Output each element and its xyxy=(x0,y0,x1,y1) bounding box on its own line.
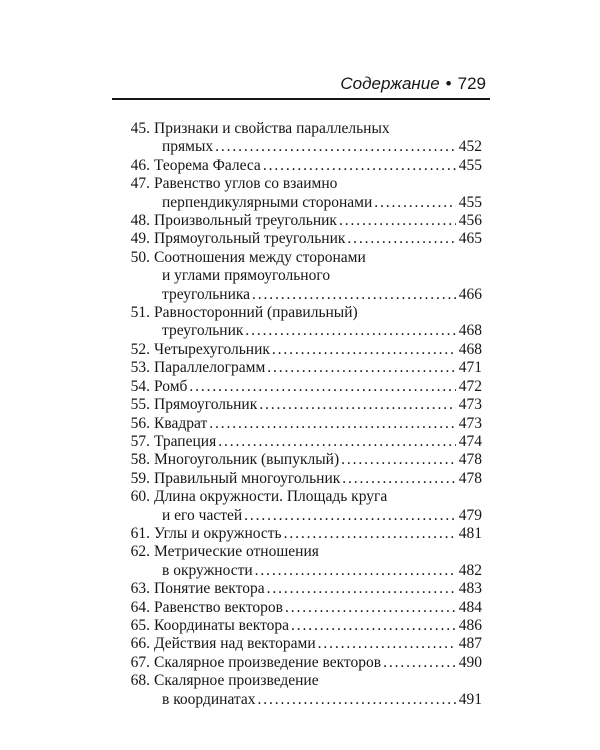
dot-leader xyxy=(318,635,456,653)
header-rule xyxy=(112,98,490,100)
toc-entry[interactable] xyxy=(120,470,482,488)
entry-number: 52. xyxy=(130,340,150,358)
entry-title: и его частей xyxy=(162,506,243,524)
toc-entry[interactable] xyxy=(120,230,482,248)
entry-number: 50. xyxy=(130,248,150,266)
dot-leader xyxy=(259,396,456,414)
toc-entry[interactable] xyxy=(120,433,482,451)
entry-title: Скалярное произведение векторов xyxy=(154,653,382,671)
entry-page-number: 466 xyxy=(458,285,482,303)
entry-title: Метрические отношения xyxy=(154,543,319,561)
toc-entry[interactable] xyxy=(120,525,482,543)
entry-number: 62. xyxy=(130,543,150,561)
entry-body xyxy=(154,175,482,212)
dot-leader xyxy=(342,470,455,488)
entry-number: 49. xyxy=(130,230,150,248)
entry-title: Многоугольник (выпуклый) xyxy=(154,451,340,469)
entry-page-number: 468 xyxy=(458,322,482,340)
entry-page-number: 473 xyxy=(458,414,482,432)
page-header xyxy=(112,66,490,100)
entry-title-line xyxy=(154,672,482,690)
entry-title: треугольника xyxy=(162,285,251,303)
dot-leader xyxy=(347,230,455,248)
entry-title: Теорема Фалеса xyxy=(154,156,261,174)
entry-title: Четырехугольник xyxy=(154,340,270,358)
entry-page-number: 490 xyxy=(458,653,482,671)
entry-title: Углы и окружность xyxy=(154,524,282,542)
entry-title-line xyxy=(154,249,482,267)
entry-leader-line xyxy=(154,230,482,248)
entry-title: Равносторонний (правильный) xyxy=(154,304,358,322)
dot-leader xyxy=(291,617,456,635)
entry-title: Прямоугольник xyxy=(154,396,258,414)
entry-number: 53. xyxy=(130,359,150,377)
entry-number: 68. xyxy=(130,672,150,690)
entry-page-number: 479 xyxy=(458,506,482,524)
entry-number: 59. xyxy=(130,469,150,487)
entry-body xyxy=(154,654,482,672)
entry-number: 46. xyxy=(130,156,150,174)
entry-title: Квадрат xyxy=(154,414,208,432)
toc-entry[interactable] xyxy=(120,378,482,396)
entry-title: Прямоугольный треугольник xyxy=(154,230,346,248)
entry-leader-line xyxy=(154,580,482,598)
entry-body xyxy=(154,230,482,248)
entry-leader-line xyxy=(154,617,482,635)
entry-leader-line xyxy=(154,396,482,414)
toc-entry[interactable] xyxy=(120,415,482,433)
entry-title: Трапеция xyxy=(154,432,217,450)
bullet-separator: • xyxy=(445,74,452,93)
entry-title: Признаки и свойства параллельных xyxy=(154,120,390,137)
entry-title-line xyxy=(154,543,482,561)
entry-leader-line xyxy=(154,212,482,230)
entry-leader-line xyxy=(154,507,482,525)
entry-number: 66. xyxy=(130,635,150,653)
toc-entry[interactable] xyxy=(120,599,482,617)
header-page-number: 729 xyxy=(457,74,486,93)
toc-entry[interactable] xyxy=(120,635,482,653)
entry-number: 65. xyxy=(130,616,150,634)
toc-entry[interactable] xyxy=(120,157,482,175)
entry-title: Понятие вектора xyxy=(154,580,265,598)
dot-leader xyxy=(374,194,456,212)
dot-leader xyxy=(263,157,456,175)
entry-number: 55. xyxy=(130,396,150,414)
entry-number: 60. xyxy=(130,488,150,506)
entry-number: 64. xyxy=(130,598,150,616)
entry-title: Параллелограмм xyxy=(154,359,266,377)
entry-page-number: 452 xyxy=(458,138,482,156)
dot-leader xyxy=(252,286,456,304)
entry-page-number: 468 xyxy=(458,340,482,358)
toc-entry[interactable] xyxy=(120,654,482,672)
dot-leader xyxy=(218,433,456,451)
entry-body xyxy=(154,433,482,451)
entry-leader-line xyxy=(154,525,482,543)
entry-body xyxy=(154,249,482,304)
entry-body xyxy=(154,470,482,488)
entry-body xyxy=(154,359,482,377)
entry-title: в окружности xyxy=(162,561,253,579)
toc-entry[interactable] xyxy=(120,580,482,598)
entry-title: треугольник xyxy=(162,322,244,340)
entry-page-number: 473 xyxy=(458,396,482,414)
toc-entry[interactable] xyxy=(120,396,482,414)
entry-body xyxy=(154,599,482,617)
entry-title: Равенство углов со взаимно xyxy=(154,175,338,193)
entry-body xyxy=(154,617,482,635)
section-title: Содержание xyxy=(340,74,440,93)
entry-leader-line xyxy=(154,378,482,396)
dot-leader xyxy=(285,599,456,617)
dot-leader xyxy=(341,451,456,469)
entry-body xyxy=(154,304,482,341)
entry-title-line xyxy=(154,175,482,193)
dot-leader xyxy=(215,138,456,156)
entry-page-number: 472 xyxy=(458,377,482,395)
entry-title: и углами прямоугольного xyxy=(162,267,331,285)
entry-title: прямых xyxy=(162,138,214,156)
table-of-contents xyxy=(120,120,482,709)
dot-leader xyxy=(267,580,456,598)
entry-body xyxy=(154,525,482,543)
entry-page-number: 483 xyxy=(458,580,482,598)
entry-title-line xyxy=(154,304,482,322)
dot-leader xyxy=(255,562,456,580)
toc-entry[interactable] xyxy=(120,617,482,635)
entry-leader-line xyxy=(154,157,482,175)
toc-entry[interactable] xyxy=(120,341,482,359)
entry-page-number: 456 xyxy=(458,212,482,230)
entry-body xyxy=(154,415,482,433)
toc-entry[interactable] xyxy=(120,175,482,212)
toc-entry[interactable] xyxy=(120,212,482,230)
entry-title-line xyxy=(154,120,482,138)
entry-body xyxy=(154,378,482,396)
entry-title: перпендикулярными сторонами xyxy=(162,193,373,211)
entry-page-number: 478 xyxy=(458,451,482,469)
toc-entry[interactable] xyxy=(120,451,482,469)
entry-title: Длина окружности. Площадь круга xyxy=(154,488,388,506)
entry-number: 47. xyxy=(130,175,150,193)
dot-leader xyxy=(339,212,456,230)
entry-leader-line xyxy=(154,415,482,433)
entry-page-number: 455 xyxy=(458,156,482,174)
entry-number: 45. xyxy=(130,120,150,137)
entry-page-number: 465 xyxy=(458,230,482,248)
entry-leader-line xyxy=(154,599,482,617)
entry-body xyxy=(154,341,482,359)
running-head xyxy=(340,74,486,94)
toc-entry[interactable] xyxy=(120,672,482,709)
entry-number: 57. xyxy=(130,432,150,450)
entry-title: в координатах xyxy=(162,690,256,708)
entry-page-number: 484 xyxy=(458,598,482,616)
entry-title: Координаты вектора xyxy=(154,616,290,634)
dot-leader xyxy=(267,359,455,377)
entry-leader-line xyxy=(154,691,482,709)
entry-leader-line xyxy=(154,359,482,377)
entry-leader-line xyxy=(154,322,482,340)
entry-leader-line xyxy=(154,562,482,580)
entry-page-number: 482 xyxy=(458,561,482,579)
dot-leader xyxy=(272,341,456,359)
entry-body xyxy=(154,488,482,525)
entry-number: 56. xyxy=(130,414,150,432)
toc-entry[interactable] xyxy=(120,120,482,157)
dot-leader xyxy=(189,378,455,396)
entry-page-number: 471 xyxy=(458,359,482,377)
toc-entry[interactable] xyxy=(120,249,482,304)
entry-number: 61. xyxy=(130,524,150,542)
entry-number: 54. xyxy=(130,377,150,395)
entry-title: Действия над векторами xyxy=(154,635,316,653)
entry-body xyxy=(154,451,482,469)
toc-entry[interactable] xyxy=(120,543,482,580)
entry-number: 67. xyxy=(130,653,150,671)
entry-title: Правильный многоугольник xyxy=(154,469,341,487)
entry-page-number: 491 xyxy=(458,690,482,708)
entry-leader-line xyxy=(154,138,482,156)
entry-title: Ромб xyxy=(154,377,188,395)
entry-page-number: 478 xyxy=(458,469,482,487)
entry-number: 48. xyxy=(130,212,150,230)
entry-page-number: 481 xyxy=(458,524,482,542)
entry-title: Скалярное произведение xyxy=(154,672,319,690)
entry-title: Равенство векторов xyxy=(154,598,283,616)
dot-leader xyxy=(383,654,456,672)
entry-body xyxy=(154,672,482,709)
entry-page-number: 487 xyxy=(458,635,482,653)
entry-leader-line xyxy=(154,433,482,451)
dot-leader xyxy=(284,525,456,543)
dot-leader xyxy=(244,507,456,525)
entry-title: Соотношения между сторонами xyxy=(154,248,366,266)
entry-page-number: 455 xyxy=(458,193,482,211)
entry-number: 58. xyxy=(130,451,150,469)
entry-page-number: 474 xyxy=(458,432,482,450)
entry-leader-line xyxy=(154,635,482,653)
entry-body xyxy=(154,212,482,230)
toc-entry[interactable] xyxy=(120,488,482,525)
entry-number: 51. xyxy=(130,304,150,322)
entry-body xyxy=(154,580,482,598)
entry-body xyxy=(154,635,482,653)
entry-body xyxy=(154,157,482,175)
entry-leader-line xyxy=(154,451,482,469)
entry-leader-line xyxy=(154,470,482,488)
entry-number: 63. xyxy=(130,580,150,598)
entry-title-line xyxy=(154,267,482,285)
entry-leader-line xyxy=(154,194,482,212)
entry-page-number: 486 xyxy=(458,616,482,634)
entry-body xyxy=(154,120,482,157)
dot-leader xyxy=(209,415,456,433)
entry-body xyxy=(154,543,482,580)
entry-leader-line xyxy=(154,341,482,359)
entry-title-line xyxy=(154,488,482,506)
toc-entry[interactable] xyxy=(120,304,482,341)
entry-title: Произвольный треугольник xyxy=(154,212,337,230)
entry-body xyxy=(154,396,482,414)
entry-leader-line xyxy=(154,654,482,672)
dot-leader xyxy=(258,691,456,709)
toc-entry[interactable] xyxy=(120,359,482,377)
entry-leader-line xyxy=(154,286,482,304)
dot-leader xyxy=(245,322,455,340)
